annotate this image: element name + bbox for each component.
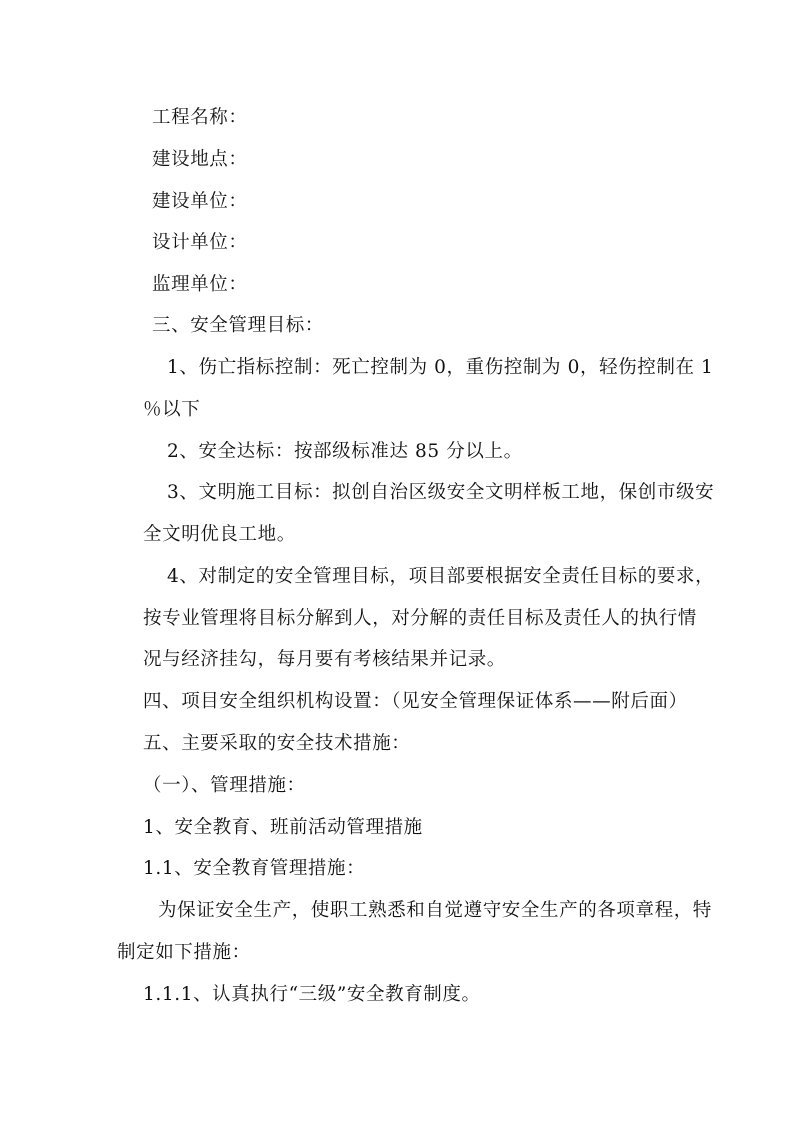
subsection-heading-education-measures: 1.1、安全教育管理措施： [143, 858, 366, 879]
paragraph-line: 1、伤亡指标控制：死亡控制为 0，重伤控制为 0，轻伤控制在 1 [167, 357, 714, 378]
paragraph-line: ％以下 [143, 399, 201, 420]
list-item: 1.1.1、认真执行“三级”安全教育制度。 [143, 984, 481, 1005]
paragraph-line: 3、文明施工目标：拟创自治区级安全文明样板工地，保创市级安 [167, 482, 715, 503]
paragraph-line: 制定如下措施： [117, 942, 251, 963]
design-unit-label: 设计单位： [152, 232, 248, 253]
paragraph-line: 况与经济挂勾，每月要有考核结果并记录。 [143, 649, 506, 670]
paragraph-line: 4、对制定的安全管理目标，项目部要根据安全责任目标的要求， [167, 566, 715, 587]
paragraph-line: 为保证安全生产，使职工熟悉和自觉遵守安全生产的各项章程，特 [158, 900, 712, 921]
subsection-heading-management: （一）、管理措施： [143, 775, 306, 796]
section-heading-organization: 四、项目安全组织机构设置：（见安全管理保证体系——附后面） [143, 691, 688, 712]
construction-site-label: 建设地点： [152, 149, 248, 170]
section-heading-technical-measures: 五、主要采取的安全技术措施： [143, 733, 411, 754]
paragraph-line: 全文明优良工地。 [143, 524, 296, 545]
section-heading-safety-goals: 三、安全管理目标： [152, 315, 324, 336]
paragraph-line: 2、安全达标：按部级标准达 85 分以上。 [167, 441, 523, 462]
project-name-label: 工程名称： [152, 107, 248, 128]
supervision-unit-label: 监理单位： [152, 274, 248, 295]
subsection-heading-education: 1、安全教育、班前活动管理措施 [143, 817, 423, 838]
construction-unit-label: 建设单位： [152, 191, 248, 212]
paragraph-line: 按专业管理将目标分解到人，对分解的责任目标及责任人的执行情 [143, 608, 697, 629]
